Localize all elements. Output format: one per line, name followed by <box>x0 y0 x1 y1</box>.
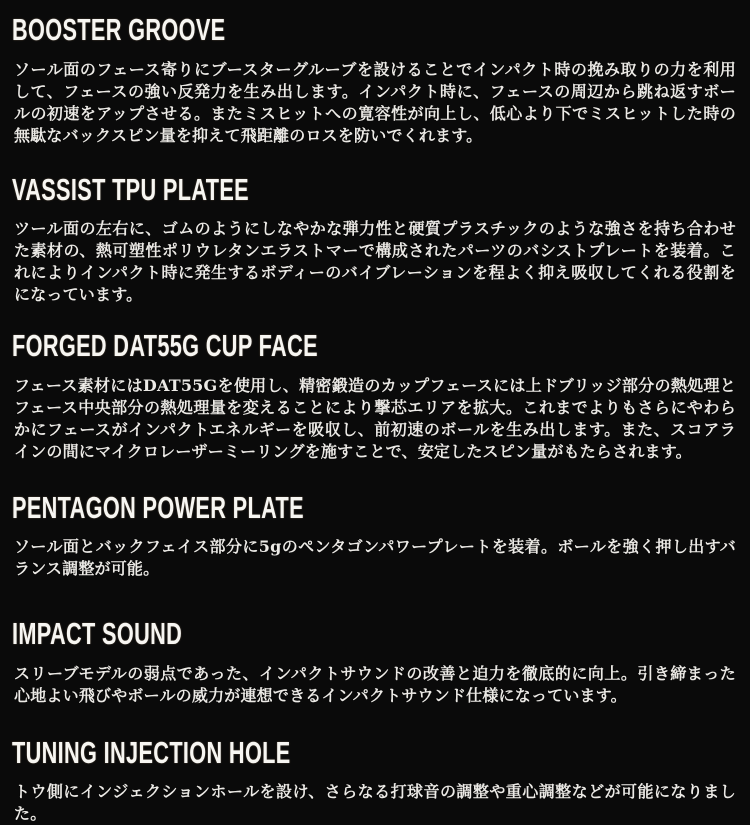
section-body-pentagon-power-plate: ソール面とバックフェイス部分に5gのペンタゴンパワープレートを装着。ボールを強く押し出すバランス調整が可能。 <box>14 537 736 579</box>
section-body-tuning-injection-hole: トウ側にインジェクションホールを設け、さらなる打球音の調整や重心調整などが可能になりました。 <box>14 782 736 824</box>
section-body-vassist-tpu-platee: ツール面の左右に、ゴムのようにしなやかな弾力性と硬質プラスチックのような強さを持ち合わせた素材の、熱可塑性ポリウレタンエラストマーで構成されたパーツのバシストプレートを装着。これによりインパクト時に発生するボディーのバイブレーションを程よく抑え吸収してくれる役割をになっています。 <box>14 219 736 305</box>
section-body-forged-dat55g-cup-face: フェース素材にはDAT55Gを使用し、精密鍛造のカップフェースには上ドブリッジ部分の熱処理とフェース中央部分の熱処理量を変えることにより撃芯エリアを拡大。これまでよりもさらにやわらかにフェースがインパクトエネルギーを吸収し、前初速のボールを生み出します。また、スコアラインの間にマイクロレーザーミーリングを施すことで、安定したスピン量がもたらされます。 <box>14 375 736 461</box>
section-vassist-tpu-platee <box>12 171 738 307</box>
section-heading-vassist-tpu-platee: VASSIST TPU PLATEE <box>12 171 249 207</box>
section-forged-dat55g-cup-face <box>12 330 738 463</box>
section-body-impact-sound: スリーブモデルの弱点であった、インパクトサウンドの改善と迫力を徹底的に向上。引き締まった心地よい飛びやボールの威力が連想できるインパクトサウンド仕様になっています。 <box>14 663 736 705</box>
section-body-booster-groove: ソール面のフェース寄りにブースターグルーブを設けることでインパクト時の挽み取りの力を利用して、フェースの強い反発力を生み出します。インパクト時に、フェースの周辺から跳ね返すボールの初速をアップさせる。またミスヒットへの寛容性が向上し、低心より下でミスヒットした時の無駄なバックスピン量を抑えて飛距離のロスを防いでくれます。 <box>14 59 736 145</box>
section-heading-tuning-injection-hole: TUNING INJECTION HOLE <box>12 734 291 770</box>
section-heading-impact-sound: IMPACT SOUND <box>12 616 183 652</box>
section-heading-booster-groove: BOOSTER GROOVE <box>12 12 226 47</box>
section-impact-sound <box>12 618 738 707</box>
section-heading-pentagon-power-plate: PENTAGON POWER PLATE <box>12 489 304 525</box>
section-pentagon-power-plate <box>12 489 738 581</box>
section-booster-groove <box>12 14 738 147</box>
section-heading-forged-dat55g-cup-face: FORGED DAT55G CUP FACE <box>12 328 318 364</box>
